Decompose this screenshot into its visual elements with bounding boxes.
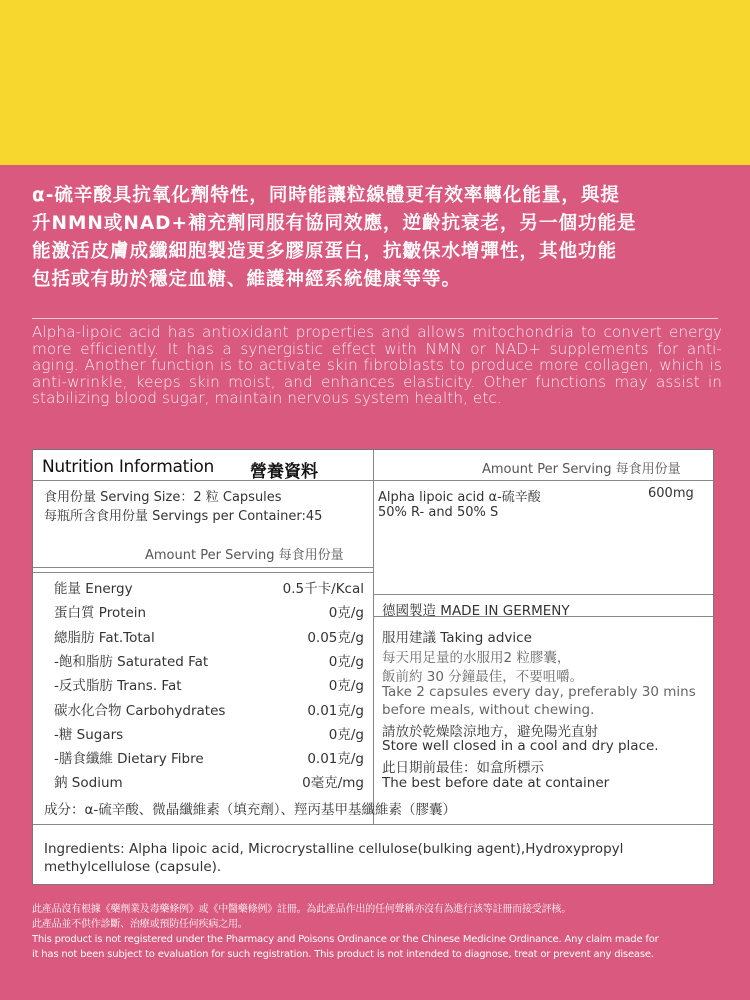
advice-en: before meals, without chewing. (382, 702, 595, 718)
best-before-en: The best before date at container (382, 775, 610, 791)
nutrient-label: 鈉 Sodium (54, 775, 123, 791)
nutrition-panel (32, 449, 714, 885)
serving-size: 食用份量 Serving Size：2 粒 Capsules (44, 490, 282, 505)
active-ingredient-name: Alpha lipoic acid α-硫辛酸 (378, 490, 541, 505)
nutrition-title-en: Nutrition Information (42, 457, 214, 477)
active-ingredient-amount: 600mg (648, 486, 694, 501)
servings-per-container: 每瓶所含食用份量 Servings per Container:45 (44, 509, 323, 524)
ingredients-en-line: Ingredients: Alpha lipoic acid, Microcrystalline cellulose(bulking agent),Hydroxypropyl (44, 841, 624, 857)
row-divider (33, 567, 373, 568)
nutrient-value: 0克/g (328, 678, 364, 694)
amount-per-serving-left: Amount Per Serving 每食用份量 (145, 548, 344, 563)
nutrition-title-zh: 營養資料 (250, 462, 318, 482)
nutrient-label: 能量 Energy (54, 581, 133, 597)
top-yellow-band (0, 0, 750, 165)
intro-divider (32, 318, 718, 319)
ingredients-en-line: methylcellulose (capsule). (44, 859, 222, 875)
intro-english: Alpha-lipoic acid has antioxidant properties and allows mitochondria to convert energy more efficiently. It has a synergistic effect with NMN or NAD+ supplements for anti-aging. Another function is to activate skin fibroblasts to produce more collagen, which is anti-wrinkle, keeps skin moist, and enhances elasticity. Other functions may assist in stabilizing blood sugar, maintain nervous system health, etc. (32, 323, 722, 407)
ingredients-en (44, 840, 694, 876)
intro-zh-line: 包括或有助於穩定血糖、維護神經系統健康等等。 (32, 269, 462, 290)
row-divider (33, 572, 373, 573)
made-in: 德國製造 MADE IN GERMENY (382, 603, 570, 619)
nutrient-label: -飽和脂肪 Saturated Fat (54, 654, 209, 670)
disclaimer-zh: 此產品沒有根據《藥劑業及毒藥條例》或《中醫藥條例》註冊。為此產品作出的任何聲稱亦沒有為進行該等註冊而接受評核。 (32, 904, 571, 915)
row-divider (33, 824, 713, 825)
intro-zh-line: 升NMN或NAD+補充劑同服有協同效應，逆齡抗衰老，另一個功能是 (32, 213, 637, 234)
nutrient-value: 0.05克/g (307, 630, 364, 646)
intro-chinese (32, 182, 722, 294)
column-divider (373, 450, 374, 824)
storage-zh: 請放於乾燥陰涼地方，避免陽光直射 (382, 724, 598, 740)
nutrient-value: 0.01克/g (307, 703, 364, 719)
row-divider (33, 480, 373, 481)
nutrient-label: 碳水化合物 Carbohydrates (54, 703, 226, 719)
disclaimer-en: it has not been subject to evaluation for such registration. This product is not intended to diagnose, treat or prevent any disease. (32, 949, 654, 960)
nutrient-value: 0克/g (328, 605, 364, 621)
advice-en: Take 2 capsules every day, preferably 30 mins (382, 684, 696, 700)
storage-en: Store well closed in a cool and dry place. (382, 738, 659, 754)
ingredients-zh: 成分：α-硫辛酸、微晶纖維素（填充劑）、羥丙基甲基纖維素（膠囊） (44, 802, 457, 818)
intro-zh-line: 能激活皮膚成纖細胞製造更多膠原蛋白，抗皺保水增彈性，其他功能 (32, 241, 618, 262)
intro-zh-line: α-硫辛酸具抗氧化劑特性，同時能讓粒線體更有效率轉化能量，與提 (32, 185, 620, 206)
nutrient-value: 0克/g (328, 727, 364, 743)
advice-zh: 飯前約 30 分鐘最佳，不要咀嚼。 (382, 669, 584, 685)
best-before-zh: 此日期前最佳：如盒所標示 (382, 760, 544, 776)
active-ingredient-ratio: 50% R- and 50% S (378, 505, 499, 520)
nutrient-label: -反式脂肪 Trans. Fat (54, 678, 182, 694)
advice-zh: 每天用足量的水服用2 粒膠囊， (382, 650, 571, 666)
nutrient-value: 0毫克/mg (302, 775, 364, 791)
nutrient-value: 0.01克/g (307, 751, 364, 767)
nutrient-value: 0克/g (328, 654, 364, 670)
nutrient-label: -膳食纖維 Dietary Fibre (54, 751, 204, 767)
advice-title: 服用建議 Taking advice (382, 630, 532, 646)
nutrient-label: 總脂肪 Fat.Total (54, 630, 155, 646)
disclaimer-zh: 此產品並不供作診斷、治療或預防任何疾病之用。 (32, 919, 248, 930)
nutrient-label: -糖 Sugars (54, 727, 124, 743)
row-divider (373, 594, 713, 595)
row-divider (373, 480, 713, 481)
disclaimer-en: This product is not registered under the Pharmacy and Poisons Ordinance or the Chinese Medicine Ordinance. Any claim made for (32, 934, 659, 945)
nutrient-label: 蛋白質 Protein (54, 605, 147, 621)
nutrient-value: 0.5千卡/Kcal (282, 581, 364, 597)
amount-per-serving-right: Amount Per Serving 每食用份量 (482, 462, 681, 477)
